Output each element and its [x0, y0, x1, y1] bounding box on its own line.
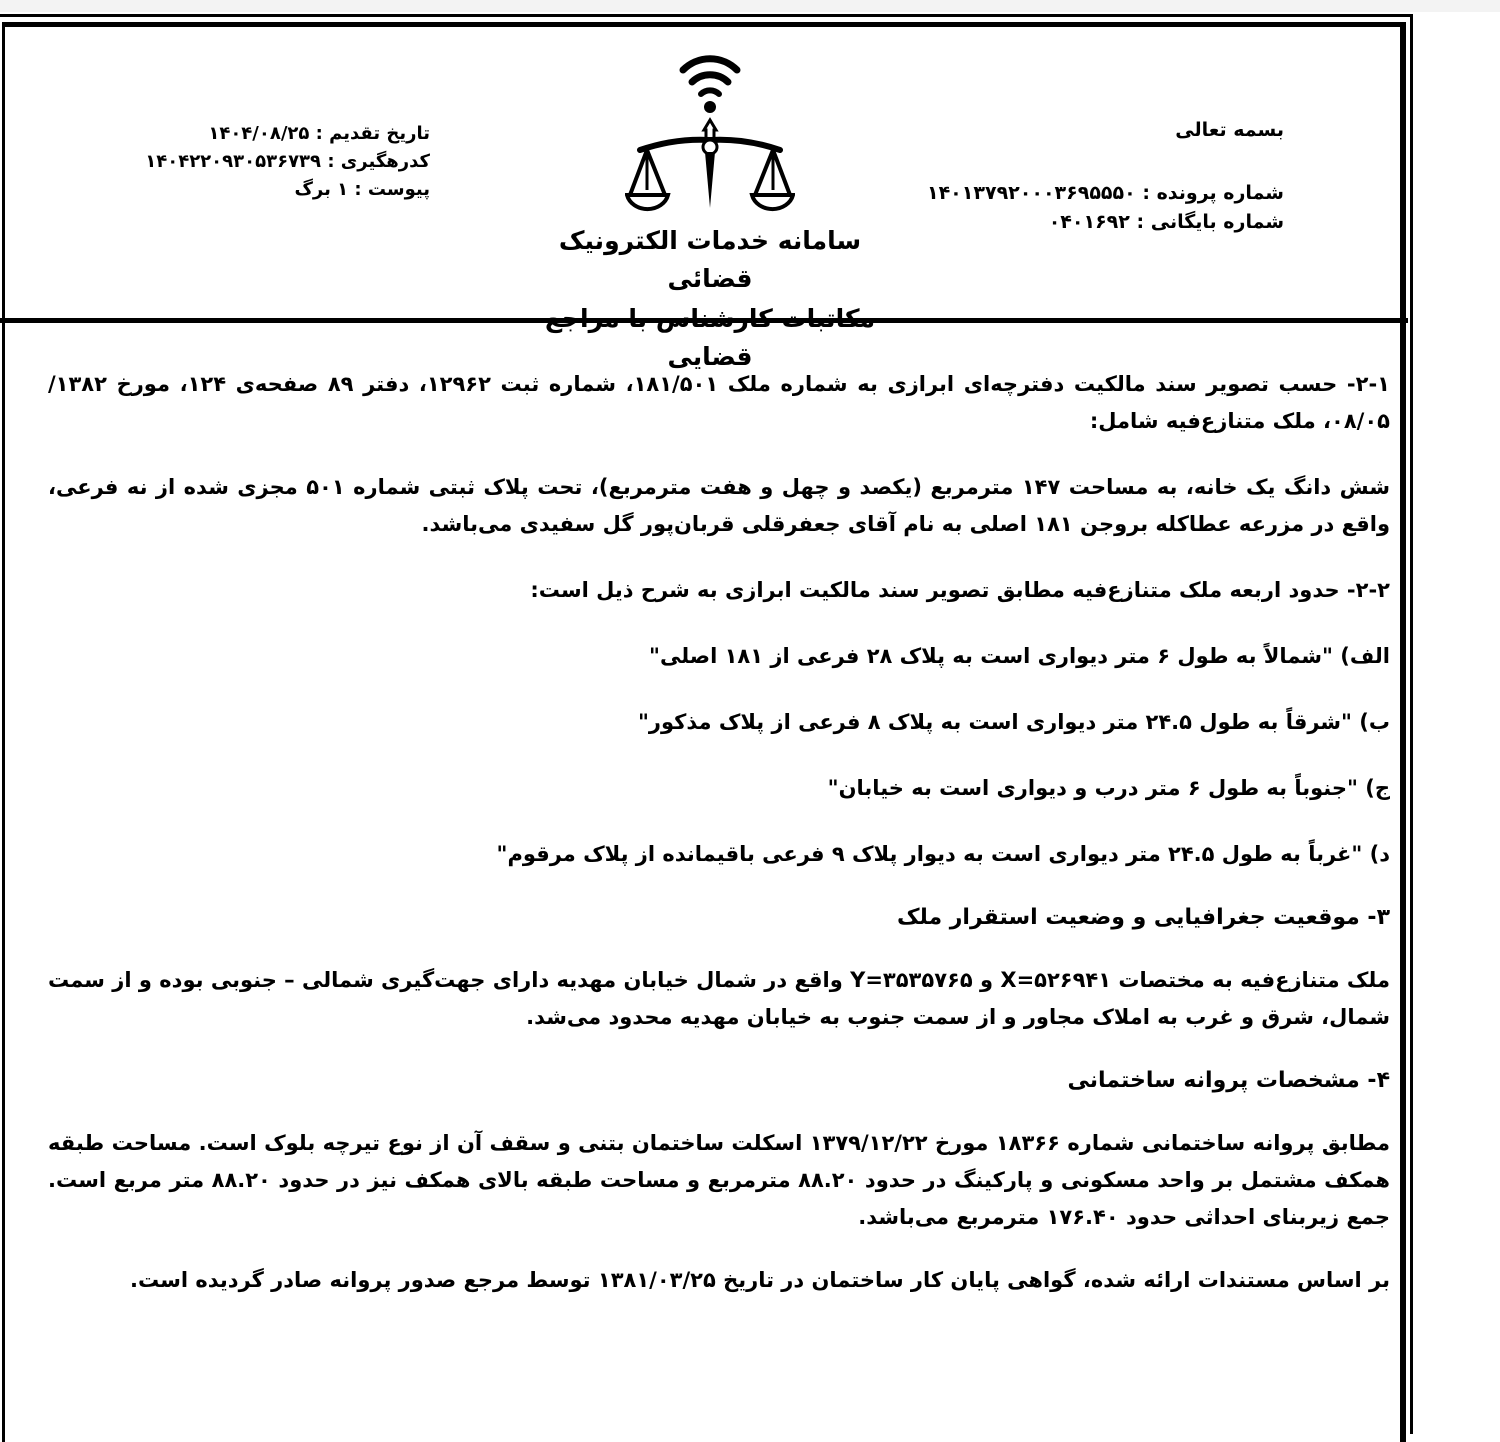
case-info	[927, 116, 1284, 237]
attachment-row	[100, 176, 430, 204]
attachment-label: پیوست :	[354, 179, 430, 200]
boundary-east: ب) "شرقاً به طول ۲۴.۵ متر دیواری است به پلاک ۸ فرعی از پلاک مذکور"	[637, 710, 1390, 734]
submit-date-row	[100, 120, 430, 148]
paragraph-deed: ۲-۱- حسب تصویر سند مالکیت دفترچه‌ای ابرازی به شماره ملک ۱۸۱/۵۰۱، شماره ثبت ۱۲۹۶۲، دفتر ۸۹ صفحه‌ی ۱۲۴، مورخ ۱۳۸۲/ ۰۸/۰۵، ملک متنازع‌فیه شامل:	[48, 372, 1390, 433]
paragraph-location: ملک متنازع‌فیه به مختصات X=۵۲۶۹۴۱ و Y=۳۵۳۵۷۶۵ واقع در شمال خیابان مهدیه دارای جهت‌گیری شمالی – جنوبی بوده و از سمت شمال، شرق و غرب به املاک مجاور و از سمت جنوب به خیابان مهدیه محدود می‌شد.	[48, 968, 1390, 1029]
system-subtitle: مکاتبات کارشناس با مراجع قضایی	[544, 304, 876, 371]
paragraph-completion: بر اساس مستندات ارائه شده، گواهی پایان کار ساختمان در تاریخ ۱۳۸۱/۰۳/۲۵ توسط مرجع صدور پروانه صادر گردیده است.	[130, 1268, 1390, 1292]
archive-number-row	[927, 208, 1284, 237]
paragraph-permit: مطابق پروانه ساختمانی شماره ۱۸۳۶۶ مورخ ۱۳۷۹/۱۲/۲۲ اسکلت ساختمان بتنی و سقف آن از نوع تیرچه بلوک است. مساحت طبقه همکف مشتمل بر واحد مسکونی و پارکینگ در حدود ۸۸.۲۰ مترمربع و مساحت طبقه بالای همکف نیز در حدود ۸۸.۲۰ متر مربع است. جمع زیربنای احداثی حدود ۱۷۶.۴۰ مترمربع می‌باشد.	[48, 1131, 1390, 1229]
scales-of-justice-icon	[625, 40, 795, 220]
paragraph-property: شش دانگ یک خانه، به مساحت ۱۴۷ مترمربع (یکصد و چهل و هفت مترمربع)، تحت پلاک ثبتی شماره ۵۰۱ مجزی شده از نه فرعی، واقع در مزرعه عطاکله بروجن ۱۸۱ اصلی به نام آقای جعفرقلی قربان‌پور گل سفیدی می‌باشد.	[48, 475, 1390, 536]
tracking-code-row	[100, 148, 430, 176]
archive-number-label: شماره بایگانی :	[1136, 211, 1284, 233]
case-number-row	[927, 179, 1284, 208]
letter-header	[0, 28, 1404, 371]
top-strip	[0, 0, 1500, 12]
boundary-north: الف) "شمالاً به طول ۶ متر دیواری است به پلاک ۲۸ فرعی از ۱۸۱ اصلی"	[649, 644, 1390, 668]
case-number: ۱۴۰۱۳۷۹۲۰۰۰۳۶۹۵۵۵۰	[926, 182, 1136, 204]
tracking-code: ۱۴۰۴۲۲۰۹۳۰۵۳۶۷۳۹	[145, 151, 322, 172]
bismillah: بسمه تعالی	[1175, 119, 1284, 141]
system-title: سامانه خدمات الکترونیک قضائی	[558, 226, 862, 293]
header-divider	[0, 318, 1408, 323]
boundary-west: د) "غرباً به طول ۲۴.۵ متر دیواری است به دیوار پلاک ۹ فرعی باقیمانده از پلاک مرقوم"	[496, 842, 1390, 866]
submission-info	[100, 120, 430, 204]
case-number-label: شماره پرونده :	[1142, 182, 1284, 204]
letter-body	[48, 366, 1390, 1328]
paragraph-boundaries-intro: ۲-۲- حدود اربعه ملک متنازع‌فیه مطابق تصویر سند مالکیت ابرازی به شرح ذیل است:	[530, 578, 1390, 602]
attachment-value: ۱ برگ	[294, 179, 349, 200]
section-4-heading: ۴- مشخصات پروانه ساختمانی	[1067, 1068, 1390, 1093]
boundary-south: ج) "جنوباً به طول ۶ متر درب و دیواری است به خیابان"	[827, 776, 1390, 800]
submit-date: ۱۴۰۴/۰۸/۲۵	[208, 123, 310, 144]
section-3-heading: ۳- موقعیت جغرافیایی و وضعیت استقرار ملک	[896, 905, 1390, 930]
archive-number: ۰۴۰۱۶۹۲	[1048, 211, 1130, 233]
system-branding	[520, 40, 900, 376]
submit-date-label: تاریخ تقدیم :	[315, 123, 430, 144]
tracking-code-label: کدرهگیری :	[327, 151, 430, 172]
